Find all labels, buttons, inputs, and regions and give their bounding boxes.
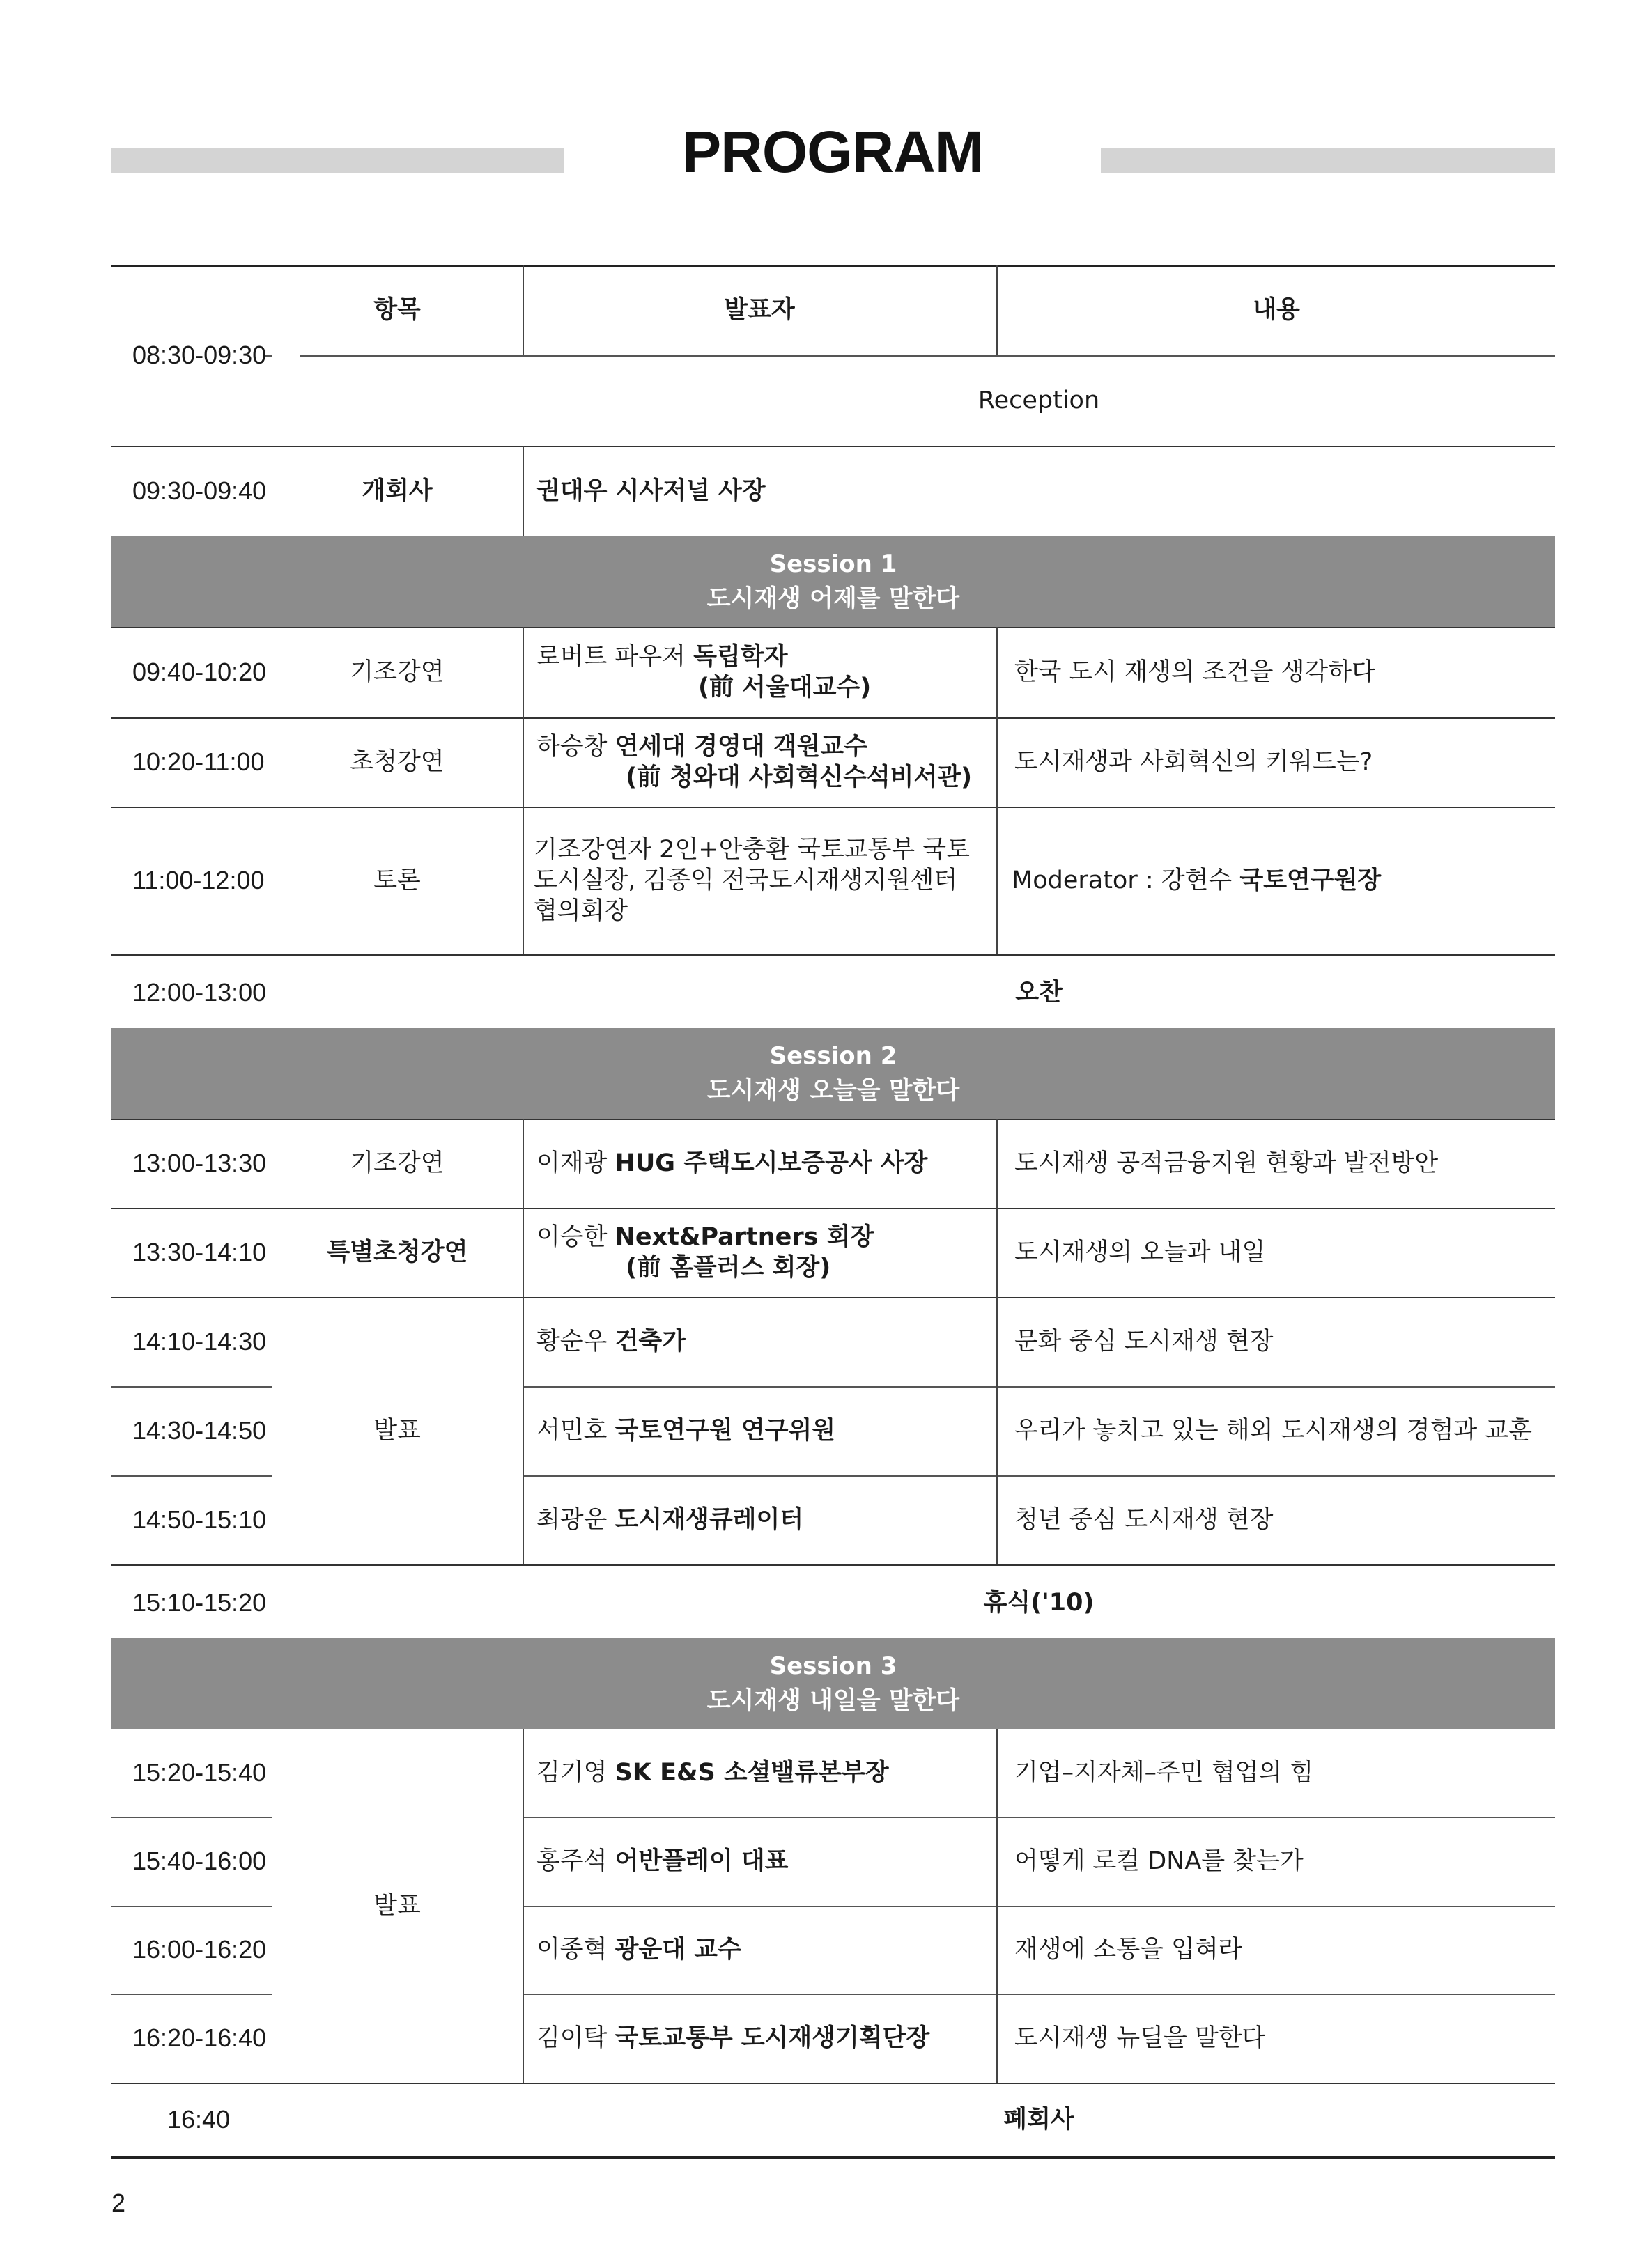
s3-row4-content: 도시재생 뉴딜을 말한다 xyxy=(1014,2024,1266,2052)
closing-label: 폐회사 xyxy=(1003,2105,1074,2134)
table-bottom-rule xyxy=(111,2156,1555,2159)
s2-row5-content: 청년 중심 도시재생 현장 xyxy=(1014,1506,1274,1534)
break-time: 15:10-15:20 xyxy=(132,1588,267,1617)
speaker-sub: (前 청와대 사회혁신수석비서관) xyxy=(626,763,973,791)
speaker-name: 하승창 xyxy=(536,733,608,761)
s1-row1-time: 09:40-10:20 xyxy=(132,658,267,686)
s3-row3-content: 재생에 소통을 입혀라 xyxy=(1014,1936,1242,1964)
speaker-role: 건축가 xyxy=(615,1328,686,1356)
s2-row5-time: 14:50-15:10 xyxy=(132,1505,267,1534)
s2-row1-category: 기조강연 xyxy=(350,1149,445,1177)
moderator-role: 국토연구원장 xyxy=(1239,867,1382,894)
header-item: 항목 xyxy=(373,296,421,324)
opening-category: 개회사 xyxy=(362,477,433,505)
speaker-role: 어반플레이 대표 xyxy=(615,1847,789,1875)
speaker-role: 광운대 교수 xyxy=(615,1936,741,1964)
s3-group-category: 발표 xyxy=(373,1892,421,1920)
speaker-name: 이종혁 xyxy=(536,1936,608,1964)
s3-row1-time: 15:20-15:40 xyxy=(132,1758,267,1787)
s1-row2-category: 초청강연 xyxy=(350,748,445,776)
title-decor-bar-left xyxy=(111,148,564,173)
s2-group-category: 발표 xyxy=(373,1417,421,1445)
speaker-role: 연세대 경영대 객원교수 xyxy=(615,733,868,761)
s2-row4-content: 우리가 놓치고 있는 해외 도시재생의 경험과 교훈 xyxy=(1014,1417,1532,1445)
s3-row2-content: 어떻게 로컬 DNA를 찾는가 xyxy=(1014,1847,1304,1875)
speaker-name: 황순우 xyxy=(536,1328,608,1356)
opening-speaker: 권대우 시사저널 사장 xyxy=(536,477,766,505)
session1-title: 도시재생 어제를 말한다 xyxy=(706,585,960,613)
s1-row2-speaker xyxy=(524,717,995,807)
s1-row2-time: 10:20-11:00 xyxy=(132,747,265,776)
s2-row2-category: 특별초청강연 xyxy=(326,1238,468,1266)
reception-label: Reception xyxy=(978,387,1100,414)
s1-row1-content: 한국 도시 재생의 조건을 생각하다 xyxy=(1014,658,1375,686)
s1-row3-category: 토론 xyxy=(373,867,421,894)
header-bottom-rule xyxy=(272,355,1555,357)
speaker-name: 김이탁 xyxy=(536,2024,608,2052)
s2-row2-speaker xyxy=(524,1208,995,1297)
s1-row2-content: 도시재생과 사회혁신의 키워드는? xyxy=(1014,748,1373,776)
s2-row3-content: 문화 중심 도시재생 현장 xyxy=(1014,1328,1274,1356)
speaker-name: 김기영 xyxy=(536,1759,608,1787)
speaker-role: 국토연구원 연구위원 xyxy=(615,1417,836,1445)
speaker-role: Next&Partners 회장 xyxy=(615,1223,874,1251)
s1-row3-time: 11:00-12:00 xyxy=(132,866,265,894)
speaker-name: 최광운 xyxy=(536,1506,608,1534)
s2-row2-time: 13:30-14:10 xyxy=(132,1238,267,1266)
s3-row2-speaker xyxy=(524,1817,995,1906)
s3-row2-time: 15:40-16:00 xyxy=(132,1847,267,1875)
speaker-name: 이승한 xyxy=(536,1223,608,1251)
speaker-role: SK E&S 소셜밸류본부장 xyxy=(615,1759,889,1787)
speaker-name: 홍주석 xyxy=(536,1847,608,1875)
reception-time: 08:30-09:30 xyxy=(111,324,300,387)
lunch-time: 12:00-13:00 xyxy=(132,978,267,1007)
s2-row3-speaker xyxy=(524,1297,995,1386)
s2-row5-speaker xyxy=(524,1475,995,1564)
session3-band xyxy=(111,1638,1555,1729)
session3-name: Session 3 xyxy=(769,1652,897,1680)
rule xyxy=(265,355,272,357)
s2-row3-time: 14:10-14:30 xyxy=(132,1327,267,1356)
s1-row3-content xyxy=(996,807,1555,954)
s2-row1-content: 도시재생 공적금융지원 현황과 발전방안 xyxy=(1014,1149,1439,1177)
s1-row1-speaker xyxy=(524,627,995,717)
lunch-label: 오찬 xyxy=(1015,979,1063,1007)
speaker-line: 기조강연자 2인+안충환 국토교통부 국토 xyxy=(534,836,970,864)
s2-row1-speaker xyxy=(524,1119,995,1208)
title-decor-bar-right xyxy=(1101,148,1555,173)
page-number: 2 xyxy=(111,2189,126,2217)
speaker-line: 협의회장 xyxy=(534,897,628,925)
speaker-line: 도시실장, 김종익 전국도시재생지원센터 xyxy=(534,867,958,894)
s2-row1-time: 13:00-13:30 xyxy=(132,1149,267,1177)
opening-time: 09:30-09:40 xyxy=(132,476,267,505)
s2-row4-time: 14:30-14:50 xyxy=(132,1416,267,1445)
s3-row1-speaker xyxy=(524,1729,995,1817)
s2-row4-speaker xyxy=(524,1386,995,1475)
speaker-sub: (前 홈플러스 회장) xyxy=(626,1254,831,1282)
session3-title: 도시재생 내일을 말한다 xyxy=(706,1687,960,1715)
s3-row1-content: 기업–지자체–주민 협업의 힘 xyxy=(1014,1759,1314,1787)
s3-row3-speaker xyxy=(524,1906,995,1994)
closing-time: 16:40 xyxy=(167,2104,231,2134)
session2-band xyxy=(111,1028,1555,1119)
s1-row3-speaker xyxy=(524,807,995,954)
header-speaker: 발표자 xyxy=(724,296,795,324)
s2-row2-content: 도시재생의 오늘과 내일 xyxy=(1014,1238,1266,1266)
speaker-role: HUG 주택도시보증공사 사장 xyxy=(615,1149,928,1177)
session1-band xyxy=(111,536,1555,627)
speaker-name: 로버트 파우저 xyxy=(536,643,686,671)
speaker-name: 서민호 xyxy=(536,1417,608,1445)
speaker-role: 도시재생큐레이터 xyxy=(615,1506,804,1534)
page-title: PROGRAM xyxy=(682,119,983,185)
s3-row3-time: 16:00-16:20 xyxy=(132,1935,267,1964)
header-content: 내용 xyxy=(1253,296,1300,324)
break-label: 휴식('10) xyxy=(983,1589,1095,1617)
s3-row4-time: 16:20-16:40 xyxy=(132,2024,267,2052)
speaker-name: 이재광 xyxy=(536,1149,608,1177)
speaker-role: 독립학자 xyxy=(693,643,788,671)
session2-title: 도시재생 오늘을 말한다 xyxy=(706,1077,960,1105)
session1-name: Session 1 xyxy=(769,550,897,578)
session2-name: Session 2 xyxy=(769,1042,897,1070)
s1-row1-category: 기조강연 xyxy=(350,658,445,686)
moderator-prefix: Moderator : 강현수 xyxy=(1012,867,1240,894)
speaker-sub: (前 서울대교수) xyxy=(698,674,872,701)
speaker-role: 국토교통부 도시재생기획단장 xyxy=(615,2024,930,2052)
s3-row4-speaker xyxy=(524,1994,995,2083)
